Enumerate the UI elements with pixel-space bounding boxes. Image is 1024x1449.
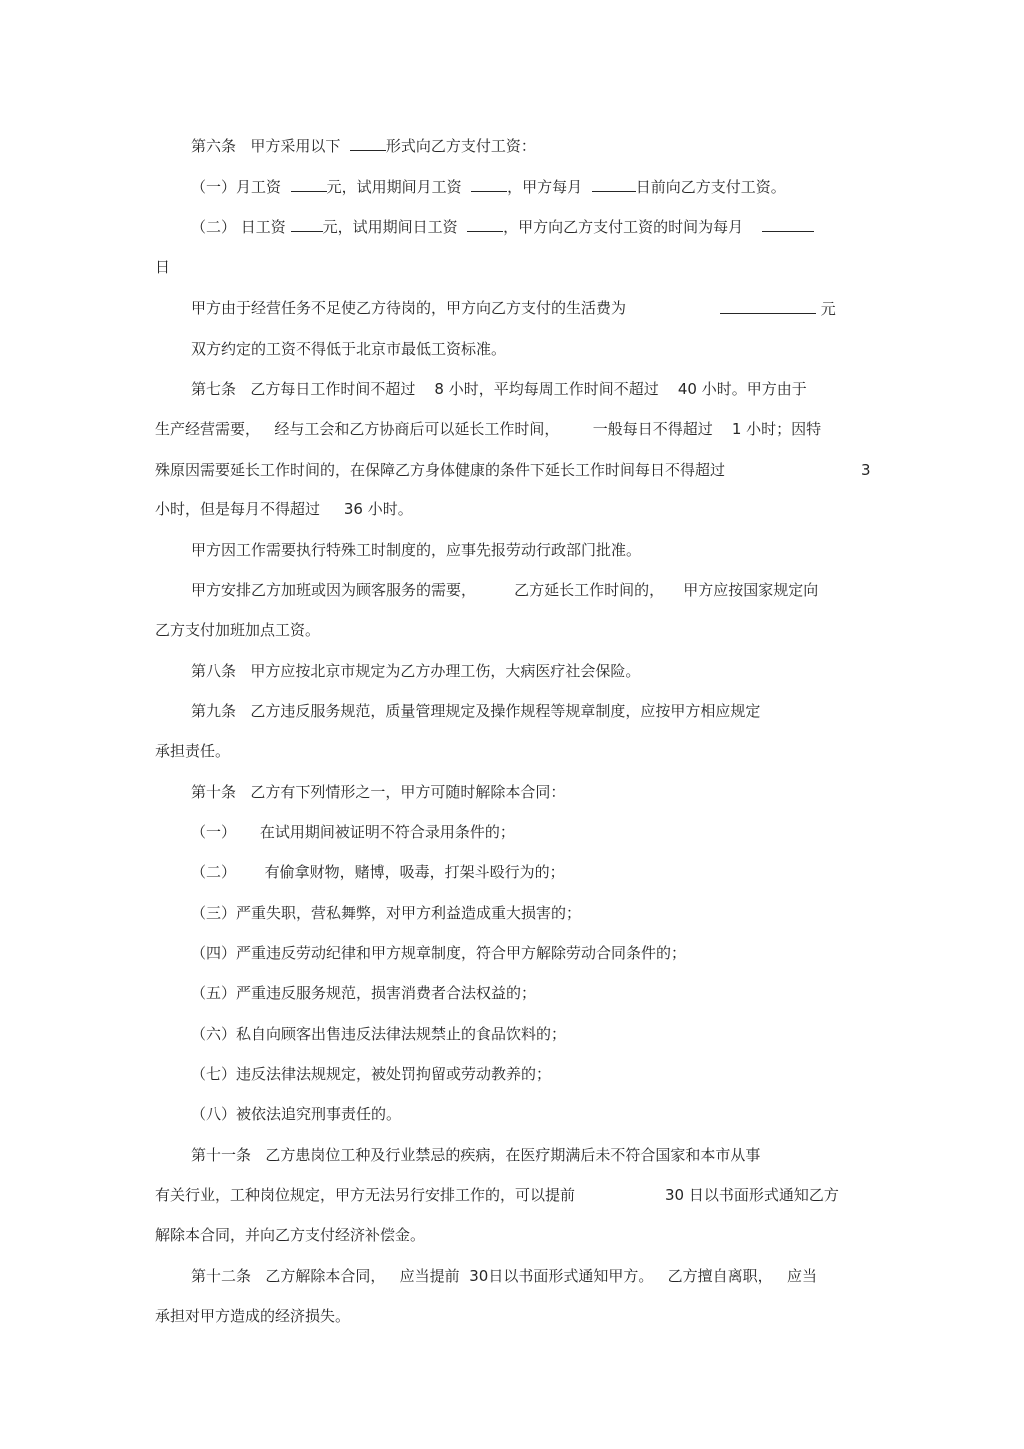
- monthly-wage-clause: （一）月工资 元，试用期间月工资 ，甲方每月 日前向乙方支付工资。: [191, 178, 786, 196]
- article-11-line-2: 有关行业，工种岗位规定，甲方无法另行安排工作的，可以提前: [155, 1186, 576, 1204]
- article-12-line-1: 第十二条 乙方解除本合同， 应当提前 30日以书面形式通知甲方。 乙方擅自离职， 应当: [191, 1267, 817, 1285]
- article-12-heading: 第十二条: [191, 1267, 252, 1285]
- article-11-line-3: 解除本合同，并向乙方支付经济补偿金。: [155, 1226, 426, 1244]
- daily-wage-clause: （二） 日工资 元，试用期间日工资 ，甲方向乙方支付工资的时间为每月: [191, 216, 814, 237]
- overtime-clause-line-2: 乙方支付加班加点工资。: [155, 621, 321, 639]
- list-item: （七）违反法律法规规定，被处罚拘留或劳动教养的；: [191, 1065, 552, 1083]
- blank-daily-wage: [291, 216, 323, 232]
- list-item: （一） 在试用期间被证明不符合录用条件的；: [191, 823, 515, 841]
- article-9-line-1: 第九条 乙方违反服务规范，质量管理规定及操作规程等规章制度，应按甲方相应规定: [191, 702, 761, 720]
- article-7-line-3: 殊原因需要延长工作时间的，在保障乙方身体健康的条件下延长工作时间每日不得超过: [155, 461, 726, 479]
- blank-living-allowance: [720, 298, 816, 314]
- list-item: （五）严重违反服务规范，损害消费者合法权益的；: [191, 984, 537, 1002]
- blank-probation-daily-wage: [467, 216, 503, 232]
- article-6-heading: 第六条: [191, 137, 237, 155]
- special-hours-clause: 甲方因工作需要执行特殊工时制度的，应事先报劳动行政部门批准。: [191, 541, 642, 559]
- minimum-wage-clause: 双方约定的工资不得低于北京市最低工资标准。: [191, 340, 507, 358]
- blank-pay-day: [592, 176, 636, 192]
- article-11-heading: 第十一条: [191, 1146, 252, 1164]
- blank-payment-form: [350, 135, 386, 151]
- article-9-heading: 第九条: [191, 702, 237, 720]
- article-8-heading: 第八条: [191, 662, 237, 680]
- article-7-line-1: 第七条 乙方每日工作时间不超过 8 小时，平均每周工作时间不超过 40 小时。甲方由于: [191, 380, 807, 398]
- living-allowance-amount: 元: [720, 298, 836, 319]
- article-7-heading: 第七条: [191, 380, 237, 398]
- article-7-line-2: 生产经营需要， 经与工会和乙方协商后可以延长工作时间， 一般每日不得超过 1 小时；因特: [155, 420, 822, 438]
- article-10-intro: 第十条 乙方有下列情形之一，甲方可随时解除本合同：: [191, 783, 566, 801]
- list-item: （二） 有偷拿财物，赌博，吸毒，打架斗殴行为的；: [191, 863, 565, 881]
- article-6-intro: 第六条 甲方采用以下 形式向乙方支付工资：: [191, 137, 536, 155]
- living-allowance-clause: 甲方由于经营任务不足使乙方待岗的，甲方向乙方支付的生活费为: [191, 299, 627, 317]
- list-item: （三）严重失职，营私舞弊，对甲方利益造成重大损害的；: [191, 904, 582, 922]
- daily-wage-clause-end: 日: [155, 258, 171, 276]
- article-7-line-4: 小时，但是每月不得超过 36 小时。: [155, 500, 413, 518]
- list-item: （四）严重违反劳动纪律和甲方规章制度，符合甲方解除劳动合同条件的；: [191, 944, 687, 962]
- article-11-line-1: 第十一条 乙方患岗位工种及行业禁忌的疾病，在医疗期满后未不符合国家和本市从事: [191, 1146, 761, 1164]
- blank-probation-monthly-wage: [471, 176, 507, 192]
- article-11-line-2-notice: 30 日以书面形式通知乙方: [665, 1186, 839, 1204]
- article-9-line-2: 承担责任。: [155, 742, 231, 760]
- blank-daily-pay-day: [762, 216, 814, 232]
- list-item: （八）被依法追究刑事责任的。: [191, 1105, 402, 1123]
- article-10-heading: 第十条: [191, 783, 237, 801]
- article-8: 第八条 甲方应按北京市规定为乙方办理工伤，大病医疗社会保险。: [191, 662, 641, 680]
- list-item: （六）私自向顾客出售违反法律法规禁止的食品饮料的；: [191, 1025, 567, 1043]
- overtime-clause-line-1: 甲方安排乙方加班或因为顾客服务的需要， 乙方延长工作时间的， 甲方应按国家规定向: [191, 581, 819, 599]
- article-12-line-2: 承担对甲方造成的经济损失。: [155, 1307, 351, 1325]
- article-7-line-3-hours: 3: [861, 461, 871, 479]
- blank-monthly-wage: [291, 176, 327, 192]
